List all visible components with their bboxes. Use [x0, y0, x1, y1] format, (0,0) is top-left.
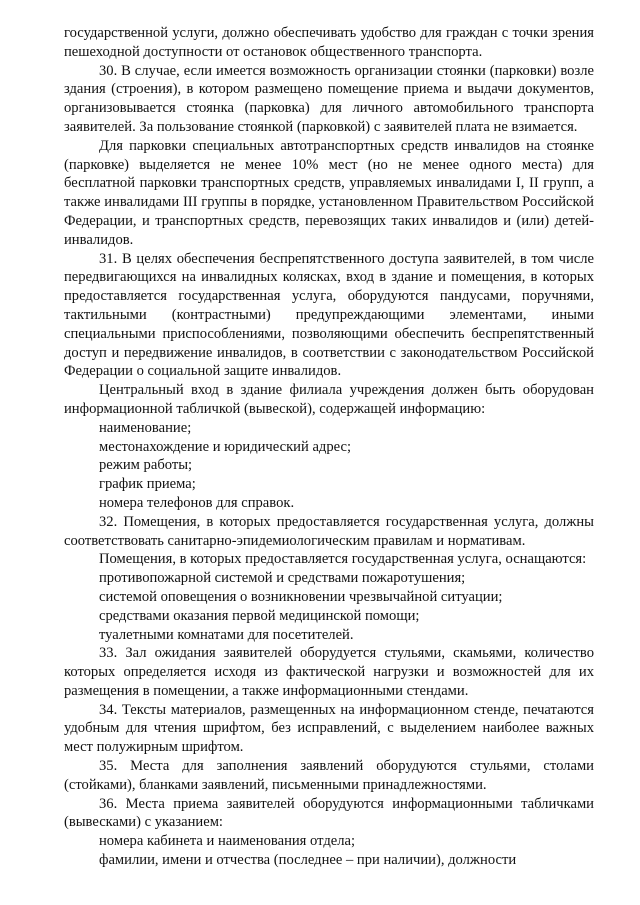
paragraph-33: 33. Зал ожидания заявителей оборудуется стульями, скамьями, количество которых определяется исходя из фактической нагрузки и возможностей для их размещения в помещении, а также информационными стендами. [64, 645, 594, 699]
list-item: режим работы; [99, 457, 193, 474]
list-item: номера кабинета и наименования отдела; [99, 833, 356, 850]
list-item: номера телефонов для справок. [99, 494, 295, 511]
paragraph-fio-continued: фамилии, имени и отчества (последнее – при наличии), должности [99, 852, 517, 869]
paragraph-36: 36. Места приема заявителей оборудуются информационными табличками (вывесками) с указанием: [64, 795, 594, 831]
paragraph-premises-equipped: Помещения, в которых предоставляется государственная услуга, оснащаются: [99, 551, 587, 568]
paragraph-35: 35. Места для заполнения заявлений оборудуются стульями, столами (стойками), бланками заявлений, письменными принадлежностями. [64, 758, 594, 793]
list-item: наименование; [99, 419, 192, 436]
paragraph-32: 32. Помещения, в которых предоставляется государственная услуга, должны соответствовать санитарно-эпидемиологическим правилам и нормативам. [64, 513, 594, 549]
paragraph-31: 31. В целях обеспечения беспрепятственного доступа заявителей, в том числе передвигающихся на инвалидных колясках, вход в здание и помещения, в которых предоставляется государственная услуга, оборудуются пандусами, поручнями, тактильными (контрастными) предупреждающими элементами, иными специальными приспособлениями, позволяющими обеспечить беспрепятственный доступ и передвижение инвалидов, в соответствии с законодательством Российской Федерации о социальной защите инвалидов. [64, 250, 594, 380]
list-item: график приема; [99, 476, 196, 493]
paragraph-34: 34. Тексты материалов, размещенных на информационном стенде, печатаются удобным для чтения шрифтом, без исправлений, с выделением наиболее важных мест полужирным шрифтом. [64, 701, 594, 756]
list-item: местонахождение и юридический адрес; [99, 438, 352, 455]
paragraph-continuation: государственной услуги, должно обеспечивать удобство для граждан с точки зрения пешеходной доступности от остановок общественного транспорта. [64, 25, 594, 60]
paragraph-parking-disabled: Для парковки специальных автотранспортных средств инвалидов на стоянке (парковке) выделяется не менее 10% мест (но не менее одного места) для бесплатной парковки транспортных средств, управляемых инвалидами I, II групп, а также инвалидами III группы в порядке, установленном Правительством Российской Федерации, и транспортных средств, перевозящих таких инвалидов и (или) детей-инвалидов. [64, 137, 594, 248]
paragraph-30: 30. В случае, если имеется возможность организации стоянки (парковки) возле здания (строения), в котором размещено помещение приема и выдачи документов, организовывается стоянка (парковка) для личного автомобильного транспорта заявителей. За пользование стоянкой (парковкой) с заявителей плата не взимается. [64, 62, 594, 135]
list-item: туалетными комнатами для посетителей. [99, 626, 354, 643]
document-body [64, 24, 594, 870]
paragraph-central-entrance: Центральный вход в здание филиала учреждения должен быть оборудован информационной табличкой (вывеской), содержащей информацию: [64, 382, 594, 417]
list-item: средствами оказания первой медицинской помощи; [99, 607, 420, 624]
list-item: системой оповещения о возникновении чрезвычайной ситуации; [99, 588, 503, 605]
list-item: противопожарной системой и средствами пожаротушения; [99, 570, 466, 587]
